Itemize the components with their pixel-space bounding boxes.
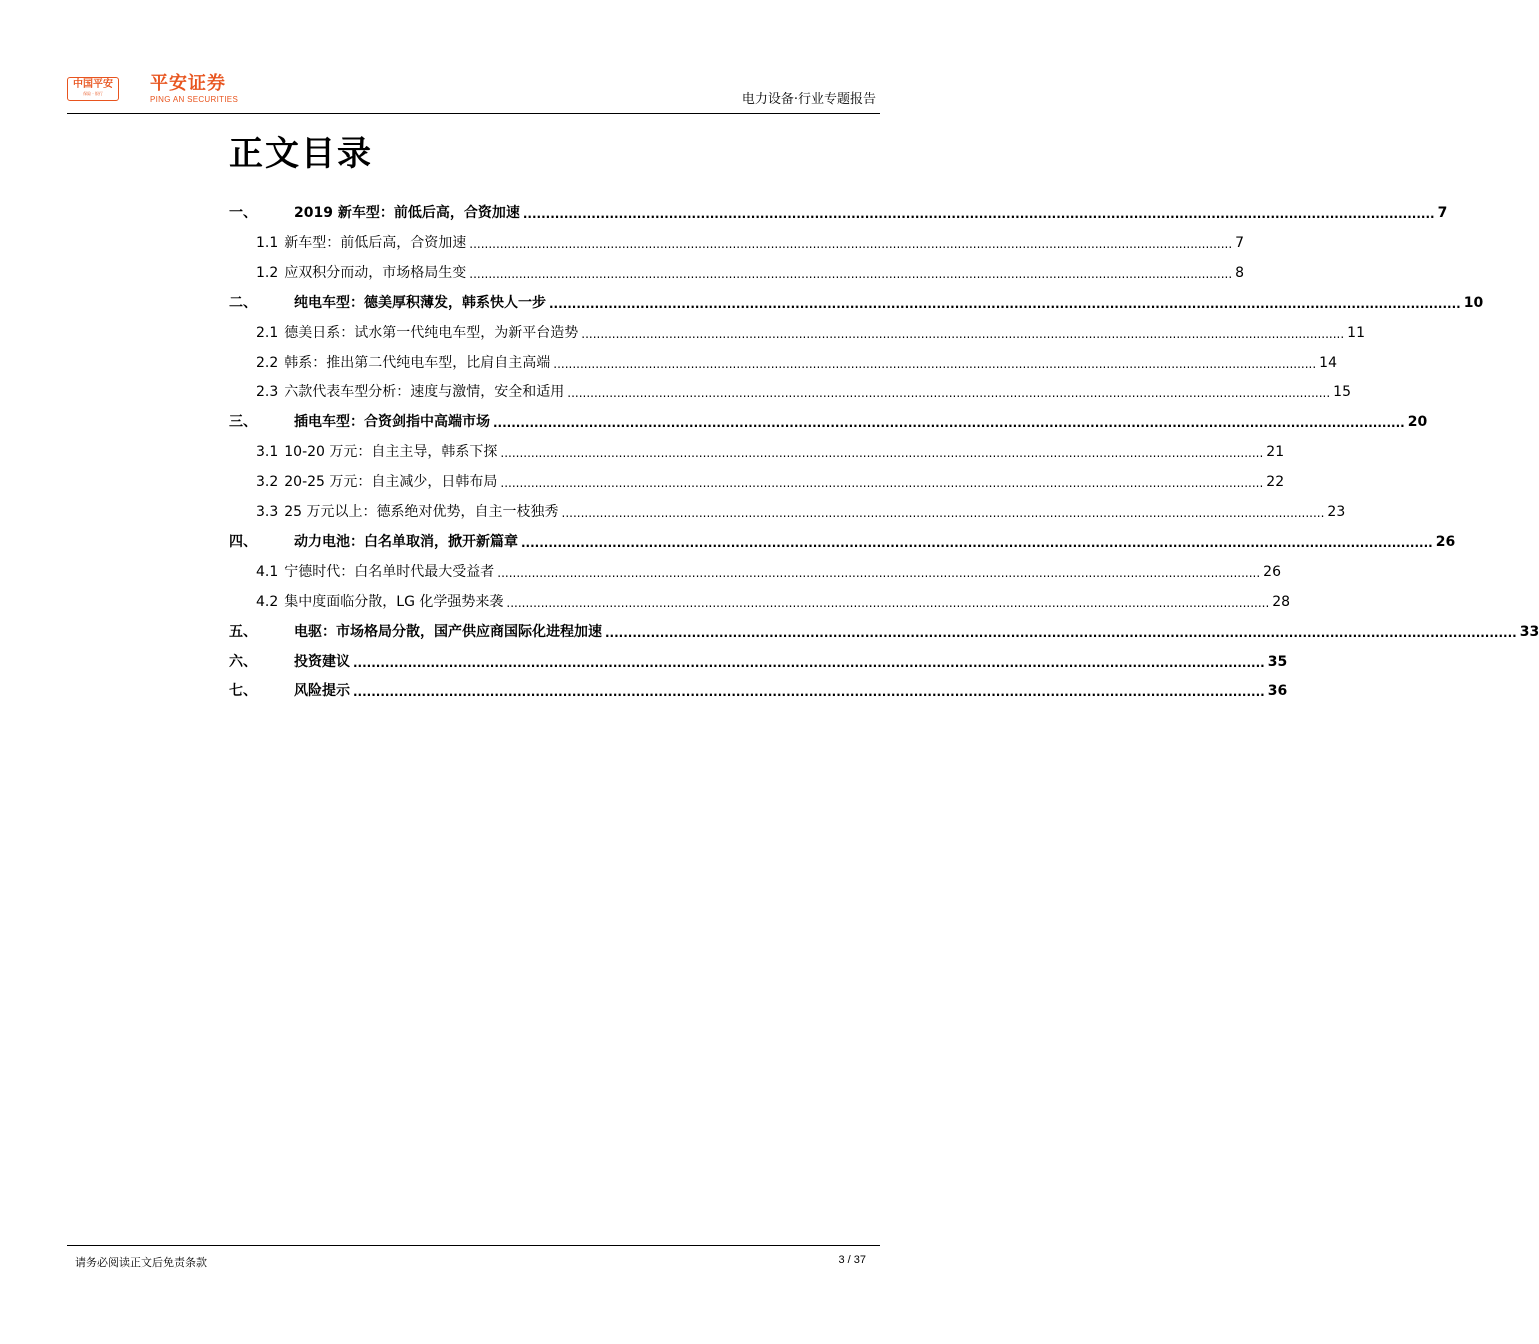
toc-dot-leader: ........................................................................................................................................................................................................ bbox=[353, 685, 1265, 700]
header-divider bbox=[67, 113, 880, 114]
toc-chapter-entry[interactable] bbox=[229, 647, 1288, 671]
toc-section-entry[interactable] bbox=[229, 228, 1245, 252]
toc-dot-leader: ........................................................................................................................................................................................................ bbox=[469, 266, 1233, 281]
toc-section-entry[interactable] bbox=[229, 348, 1337, 372]
toc-dot-leader: ........................................................................................................................................................................................................ bbox=[521, 535, 1433, 550]
toc-section-entry[interactable] bbox=[229, 467, 1285, 491]
toc-chapter-entry[interactable] bbox=[229, 407, 1428, 431]
toc-dot-leader: ........................................................................................................................................................................................................ bbox=[353, 655, 1265, 670]
toc-entry-page: 36 bbox=[1267, 683, 1288, 700]
toc-section-entry[interactable] bbox=[229, 377, 1351, 401]
toc-section-entry[interactable] bbox=[229, 318, 1365, 342]
ping-an-securities-logo-en: PING AN SECURITIES bbox=[150, 95, 239, 104]
toc-entry-page: 26 bbox=[1435, 533, 1456, 550]
ping-an-securities-logo bbox=[150, 73, 238, 105]
toc-entry-title: 新车型：前低后高，合资加速 bbox=[284, 234, 467, 251]
toc-dot-leader: ........................................................................................................................................................................................................ bbox=[497, 565, 1261, 580]
toc-entry-number: 四、 bbox=[229, 533, 257, 550]
toc-entry-page: 26 bbox=[1263, 563, 1281, 580]
toc-section-entry[interactable] bbox=[229, 497, 1346, 521]
toc-entry-page: 7 bbox=[1437, 205, 1448, 221]
toc-entry-page: 8 bbox=[1235, 264, 1245, 281]
page-header bbox=[0, 0, 950, 120]
toc-entry-page: 15 bbox=[1333, 384, 1351, 401]
toc-section-entry[interactable] bbox=[229, 587, 1291, 611]
toc-entry-page: 14 bbox=[1319, 354, 1337, 371]
toc-dot-leader: ........................................................................................................................................................................................................ bbox=[469, 236, 1233, 251]
toc-entry-title: 20-25 万元：自主减少，日韩布局 bbox=[284, 474, 498, 491]
china-ping-an-logo bbox=[67, 77, 119, 101]
toc-dot-leader: ........................................................................................................................................................................................................ bbox=[506, 595, 1270, 610]
toc-entry-number: 二、 bbox=[229, 294, 257, 311]
toc-chapter-entry[interactable] bbox=[229, 288, 1484, 312]
toc-dot-leader: ........................................................................................................................................................................................................ bbox=[500, 476, 1264, 491]
toc-chapter-entry[interactable] bbox=[229, 198, 1448, 222]
ping-an-securities-logo-cn: 平安证券 bbox=[150, 73, 226, 94]
toc-dot-leader: ........................................................................................................................................................................................................ bbox=[522, 207, 1435, 221]
toc-entry-number: 3.2 bbox=[256, 474, 279, 491]
report-section-title: 电力设备·行业专题报告 bbox=[741, 92, 876, 107]
footer-disclaimer: 请务必阅读正文后免责条款 bbox=[75, 1256, 207, 1269]
page-title: 正文目录 bbox=[229, 134, 373, 174]
toc-entry-title: 德美日系：试水第一代纯电车型，为新平台造势 bbox=[284, 324, 579, 341]
toc-entry-page: 35 bbox=[1267, 653, 1288, 670]
toc-entry-number: 三、 bbox=[229, 414, 257, 431]
footer-divider bbox=[67, 1245, 880, 1246]
toc-entry-page: 33 bbox=[1519, 623, 1539, 640]
toc-entry-page: 20 bbox=[1407, 414, 1428, 431]
toc-dot-leader: ........................................................................................................................................................................................................ bbox=[605, 625, 1517, 640]
toc-dot-leader: ........................................................................................................................................................................................................ bbox=[561, 506, 1325, 520]
toc-entry-page: 21 bbox=[1266, 444, 1285, 461]
toc-entry-page: 23 bbox=[1327, 504, 1346, 520]
toc-entry-title: 集中度面临分散，LG 化学强势来袭 bbox=[284, 593, 504, 610]
toc-entry-title: 25 万元以上：德系绝对优势，自主一枝独秀 bbox=[284, 504, 559, 520]
toc-entry-number: 3.1 bbox=[256, 444, 279, 461]
footer-page-number: 3 / 37 bbox=[838, 1254, 866, 1266]
toc-chapter-entry[interactable] bbox=[229, 676, 1288, 700]
toc-chapter-entry[interactable] bbox=[229, 617, 1539, 641]
toc-entry-number: 3.3 bbox=[256, 504, 279, 520]
toc-dot-leader: ........................................................................................................................................................................................................ bbox=[553, 356, 1317, 371]
toc-entry-title: 动力电池：白名单取消，掀开新篇章 bbox=[294, 533, 518, 550]
toc-entry-number: 1.1 bbox=[256, 234, 279, 251]
toc-entry-page: 28 bbox=[1272, 593, 1291, 610]
toc-entry-number: 4.1 bbox=[256, 563, 279, 580]
china-ping-an-logo-text: 中国平安 bbox=[73, 79, 113, 90]
toc-entry-number: 2.3 bbox=[256, 384, 279, 401]
toc-section-entry[interactable] bbox=[229, 437, 1285, 461]
toc-entry-number: 六、 bbox=[229, 653, 257, 670]
toc-entry-title: 2019 新车型：前低后高，合资加速 bbox=[294, 205, 520, 221]
toc-entry-number: 2.2 bbox=[256, 354, 279, 371]
toc-entry-number: 1.2 bbox=[256, 264, 279, 281]
toc-section-entry[interactable] bbox=[229, 258, 1245, 282]
toc-entry-title: 投资建议 bbox=[294, 653, 350, 670]
toc-entry-number: 2.1 bbox=[256, 324, 279, 341]
toc-dot-leader: ........................................................................................................................................................................................................ bbox=[581, 326, 1345, 341]
toc-dot-leader: ........................................................................................................................................................................................................ bbox=[567, 386, 1331, 401]
toc-chapter-entry[interactable] bbox=[229, 527, 1456, 551]
toc-entry-title: 10-20 万元：自主主导，韩系下探 bbox=[284, 444, 498, 461]
toc-entry-title: 应双积分而动，市场格局生变 bbox=[284, 264, 467, 281]
china-ping-an-logo-subtext: 保险 · 银行 bbox=[83, 91, 103, 96]
toc-entry-page: 7 bbox=[1235, 234, 1245, 251]
toc-entry-title: 宁德时代：白名单时代最大受益者 bbox=[284, 563, 495, 580]
toc-dot-leader: ........................................................................................................................................................................................................ bbox=[549, 296, 1461, 311]
toc-entry-page: 22 bbox=[1266, 474, 1285, 491]
toc-entry-title: 风险提示 bbox=[294, 683, 350, 700]
toc-entry-title: 韩系：推出第二代纯电车型，比肩自主高端 bbox=[284, 354, 551, 371]
toc-entry-page: 10 bbox=[1463, 294, 1484, 311]
toc-entry-title: 插电车型：合资剑指中高端市场 bbox=[294, 414, 490, 431]
toc-entry-number: 七、 bbox=[229, 683, 257, 700]
toc-entry-number: 4.2 bbox=[256, 593, 279, 610]
toc-dot-leader: ........................................................................................................................................................................................................ bbox=[493, 416, 1405, 431]
toc-entry-number: 一、 bbox=[229, 205, 257, 221]
toc-entry-title: 电驱：市场格局分散，国产供应商国际化进程加速 bbox=[294, 623, 602, 640]
toc-dot-leader: ........................................................................................................................................................................................................ bbox=[500, 446, 1264, 461]
toc-entry-title: 纯电车型：德美厚积薄发，韩系快人一步 bbox=[294, 294, 546, 311]
toc-entry-title: 六款代表车型分析：速度与激情，安全和适用 bbox=[284, 384, 565, 401]
toc-entry-number: 五、 bbox=[229, 623, 257, 640]
toc-entry-page: 11 bbox=[1347, 324, 1365, 341]
toc-section-entry[interactable] bbox=[229, 557, 1281, 581]
